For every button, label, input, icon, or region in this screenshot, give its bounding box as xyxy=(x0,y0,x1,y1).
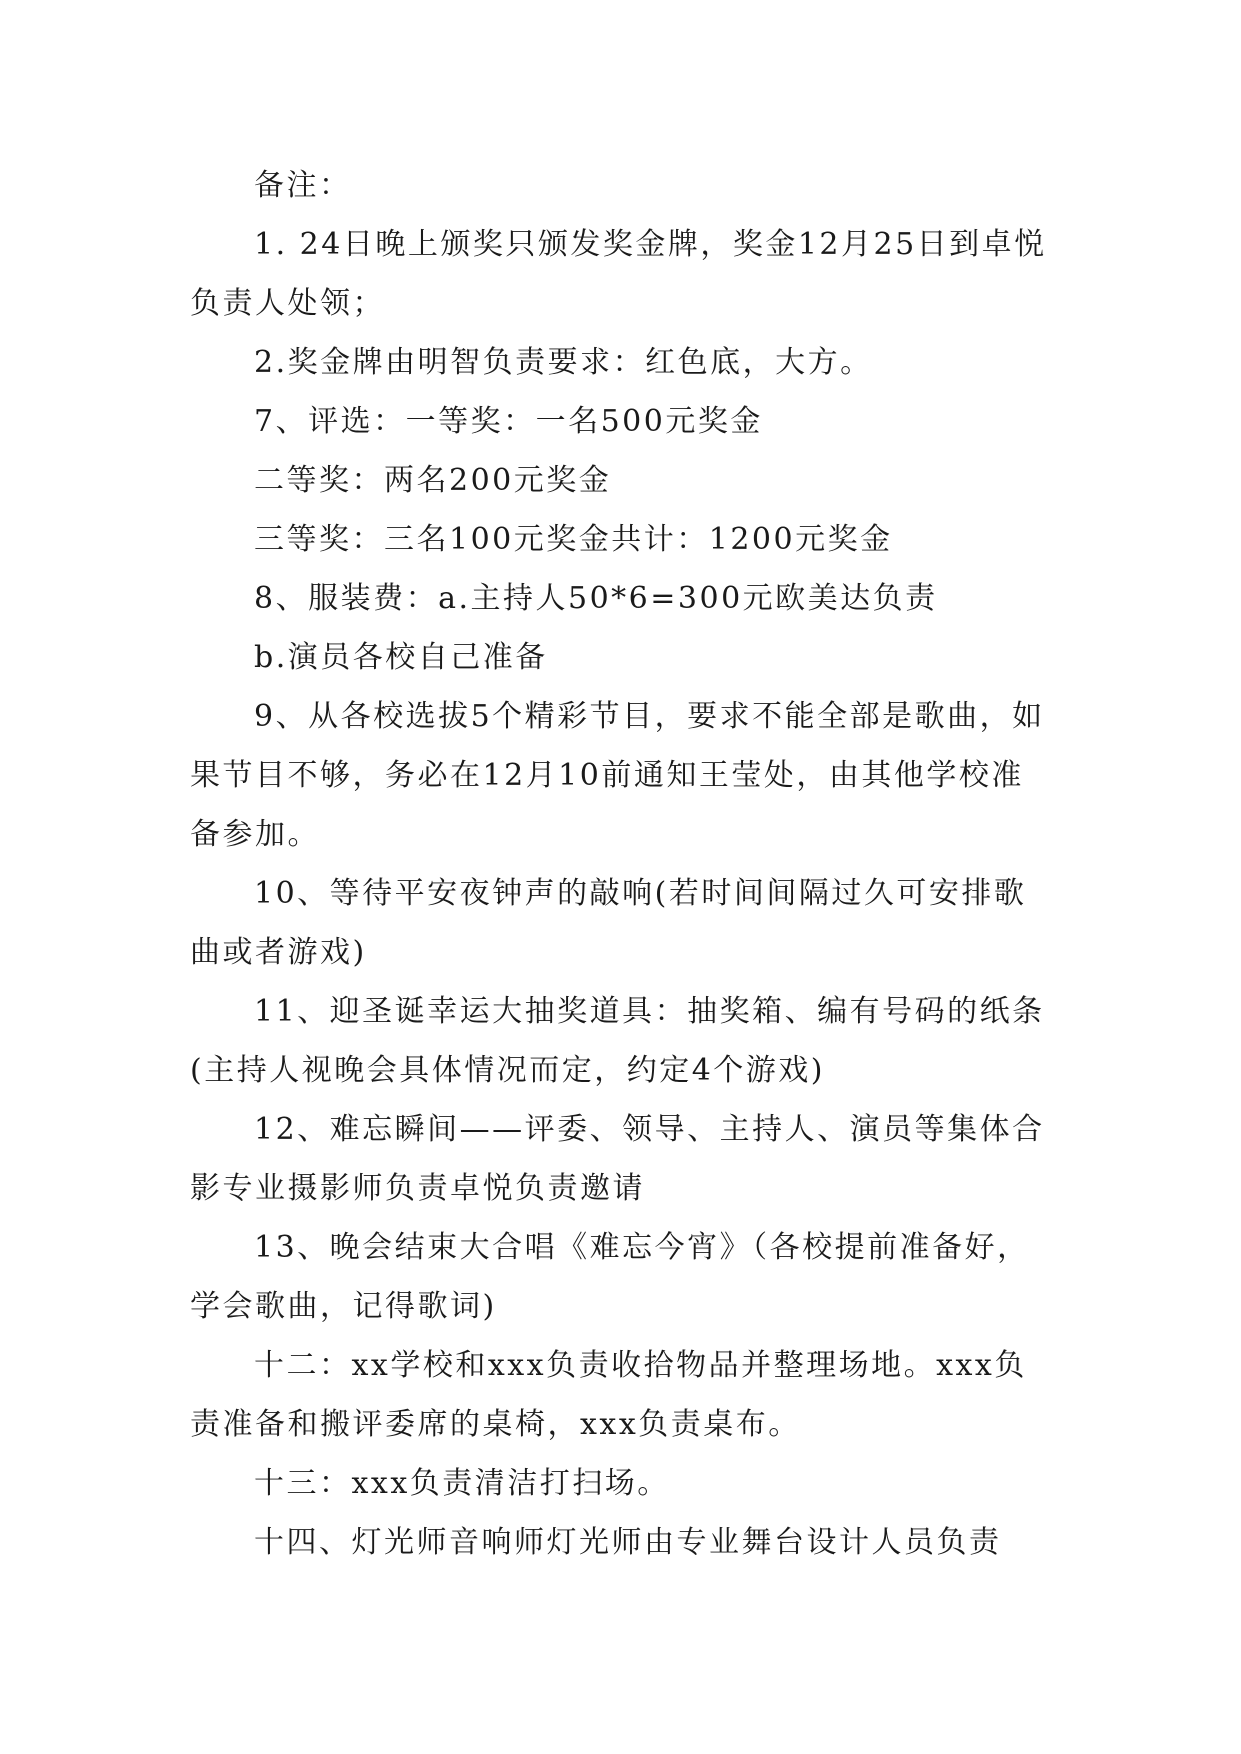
paragraph-notes-heading: 备注： xyxy=(254,168,352,203)
paragraph-item-10: 10、等待平安夜钟声的敲响(若时间间隔过久可安排歌曲或者游戏) xyxy=(190,876,1027,970)
paragraph-section-14: 十四、灯光师音响师灯光师由专业舞台设计人员负责 xyxy=(254,1525,1002,1560)
paragraph-item-8: 8、服装费：a.主持人50*6=300元欧美达负责 xyxy=(254,581,938,616)
paragraph-item-11: 11、迎圣诞幸运大抽奖道具：抽奖箱、编有号码的纸条(主持人视晚会具体情况而定，约定4个游戏) xyxy=(190,994,1045,1088)
paragraph-item-13: 13、晚会结束大合唱《难忘今宵》（各校提前准备好，学会歌曲，记得歌词) xyxy=(190,1230,1030,1324)
paragraph-third-prize: 三等奖：三名100元奖金共计：1200元奖金 xyxy=(254,522,893,557)
paragraph-item-9: 9、从各校选拔5个精彩节目，要求不能全部是歌曲，如果节目不够，务必在12月10前通知王莹处，由其他学校准备参加。 xyxy=(190,699,1045,852)
paragraph-item-8b: b.演员各校自己准备 xyxy=(254,640,548,675)
document-body xyxy=(190,156,1052,1572)
paragraph-item-7: 7、评选：一等奖：一名500元奖金 xyxy=(254,404,763,439)
paragraph-second-prize: 二等奖：两名200元奖金 xyxy=(254,463,612,498)
paragraph-item-12: 12、难忘瞬间——评委、领导、主持人、演员等集体合影专业摄影师负责卓悦负责邀请 xyxy=(190,1112,1045,1206)
paragraph-item-2: 2.奖金牌由明智负责要求：红色底，大方。 xyxy=(254,345,873,380)
paragraph-item-1: 1. 24日晚上颁奖只颁发奖金牌，奖金12月25日到卓悦负责人处领； xyxy=(190,227,1047,321)
paragraph-section-13: 十三：xxx负责清洁打扫场。 xyxy=(254,1466,670,1501)
paragraph-section-12: 十二：xx学校和xxx负责收拾物品并整理场地。xxx负责准备和搬评委席的桌椅，xxx负责桌布。 xyxy=(190,1348,1027,1442)
